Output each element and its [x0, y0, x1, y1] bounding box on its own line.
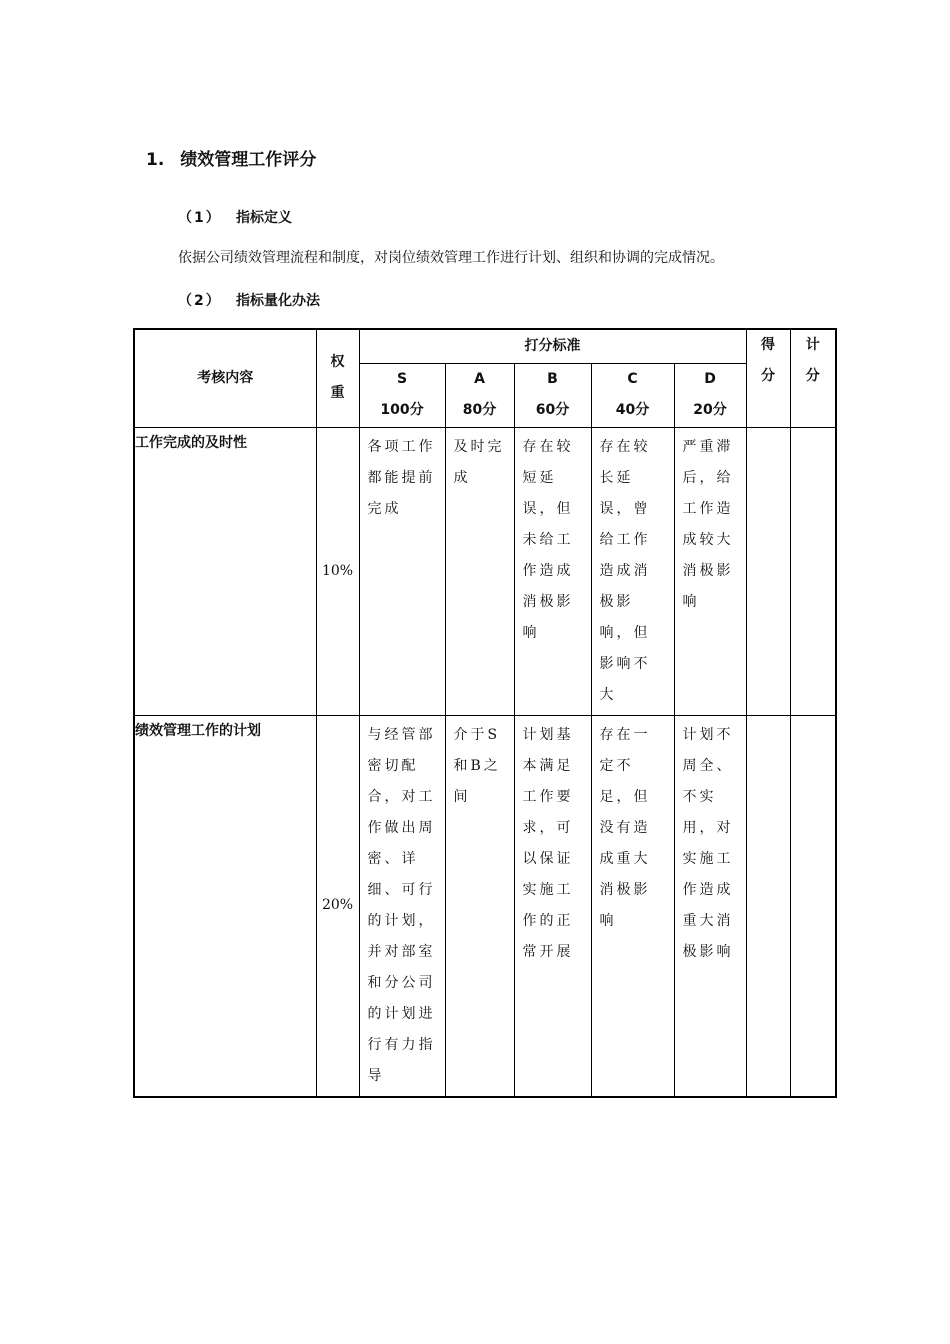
subheading-definition [178, 207, 292, 227]
section-heading [146, 145, 316, 170]
row-content: 绩效管理工作的计划 [134, 715, 316, 1097]
grade-header-c [591, 363, 674, 427]
subheading-quantification [178, 290, 320, 310]
header-calc-line1: 计 [805, 337, 820, 353]
criteria-s [359, 427, 445, 715]
grade-letter: C [627, 370, 638, 387]
score-cell[interactable] [746, 715, 790, 1097]
header-score-line2: 分 [761, 368, 776, 384]
grade-points: 80分 [462, 401, 497, 418]
calc-cell[interactable] [790, 427, 836, 715]
grade-points: 40分 [615, 401, 650, 418]
header-weight-line1: 权 [330, 354, 345, 371]
grade-letter: D [704, 370, 716, 387]
criteria-b [514, 427, 591, 715]
grade-letter: B [547, 370, 558, 387]
grade-points: 100分 [380, 401, 424, 418]
grade-header-d [674, 363, 746, 427]
grade-points: 20分 [693, 401, 727, 418]
criteria-text: 计划基本满足工作要求，可以保证实施工作的正常开展 [522, 726, 574, 960]
criteria-text: 存在较短延误，但未给工作造成消极影响 [522, 438, 574, 641]
subheading-number: （1） [178, 210, 222, 226]
header-content: 考核内容 [134, 329, 316, 427]
score-cell[interactable] [746, 427, 790, 715]
header-weight-line2: 重 [330, 385, 345, 402]
criteria-d [674, 427, 746, 715]
subheading-title: 指标定义 [236, 210, 292, 226]
criteria-text: 计划不周全、不实用，对实施工作造成重大消极影响 [682, 726, 734, 960]
criteria-s [359, 715, 445, 1097]
criteria-text: 存在一定不足，但没有造成重大消极影响 [599, 726, 651, 929]
calc-cell[interactable] [790, 715, 836, 1097]
grade-header-b [514, 363, 591, 427]
section-number: 1. [146, 150, 165, 170]
row-weight: 20% [316, 715, 359, 1097]
section-title: 绩效管理工作评分 [180, 150, 317, 170]
criteria-text: 与经管部密切配合，对工作做出周密、详细、可行的计划，并对部室和分公司的计划进行有力指导 [367, 726, 436, 1084]
table-row [134, 427, 836, 715]
header-calc [790, 329, 836, 427]
table-row [134, 715, 836, 1097]
header-scoring-standard: 打分标准 [359, 329, 746, 363]
grade-letter: S [396, 370, 408, 387]
criteria-b [514, 715, 591, 1097]
header-score [746, 329, 790, 427]
criteria-c [591, 715, 674, 1097]
subheading-number: （2） [178, 293, 222, 309]
header-calc-line2: 分 [805, 368, 820, 384]
criteria-d [674, 715, 746, 1097]
grade-header-s [359, 363, 445, 427]
criteria-a [445, 715, 514, 1097]
subheading-title: 指标量化办法 [236, 293, 320, 309]
criteria-text: 及时完成 [453, 438, 505, 486]
criteria-a [445, 427, 514, 715]
grade-header-a [445, 363, 514, 427]
grade-points: 60分 [535, 401, 570, 418]
row-content: 工作完成的及时性 [134, 427, 316, 715]
criteria-c [591, 427, 674, 715]
header-score-line1: 得 [761, 337, 776, 353]
definition-text: 依据公司绩效管理流程和制度，对岗位绩效管理工作进行计划、组织和协调的完成情况。 [178, 250, 724, 266]
header-weight [316, 329, 359, 427]
criteria-text: 严重滞后，给工作造成较大消极影响 [682, 438, 734, 610]
row-weight: 10% [316, 427, 359, 715]
criteria-text: 各项工作都能提前完成 [367, 438, 436, 517]
grade-letter: A [474, 370, 485, 387]
criteria-text: 介于S和B之间 [453, 726, 501, 805]
criteria-text: 存在较长延误，曾给工作造成消极影响，但影响不大 [599, 438, 651, 703]
scoring-table [133, 328, 837, 1098]
